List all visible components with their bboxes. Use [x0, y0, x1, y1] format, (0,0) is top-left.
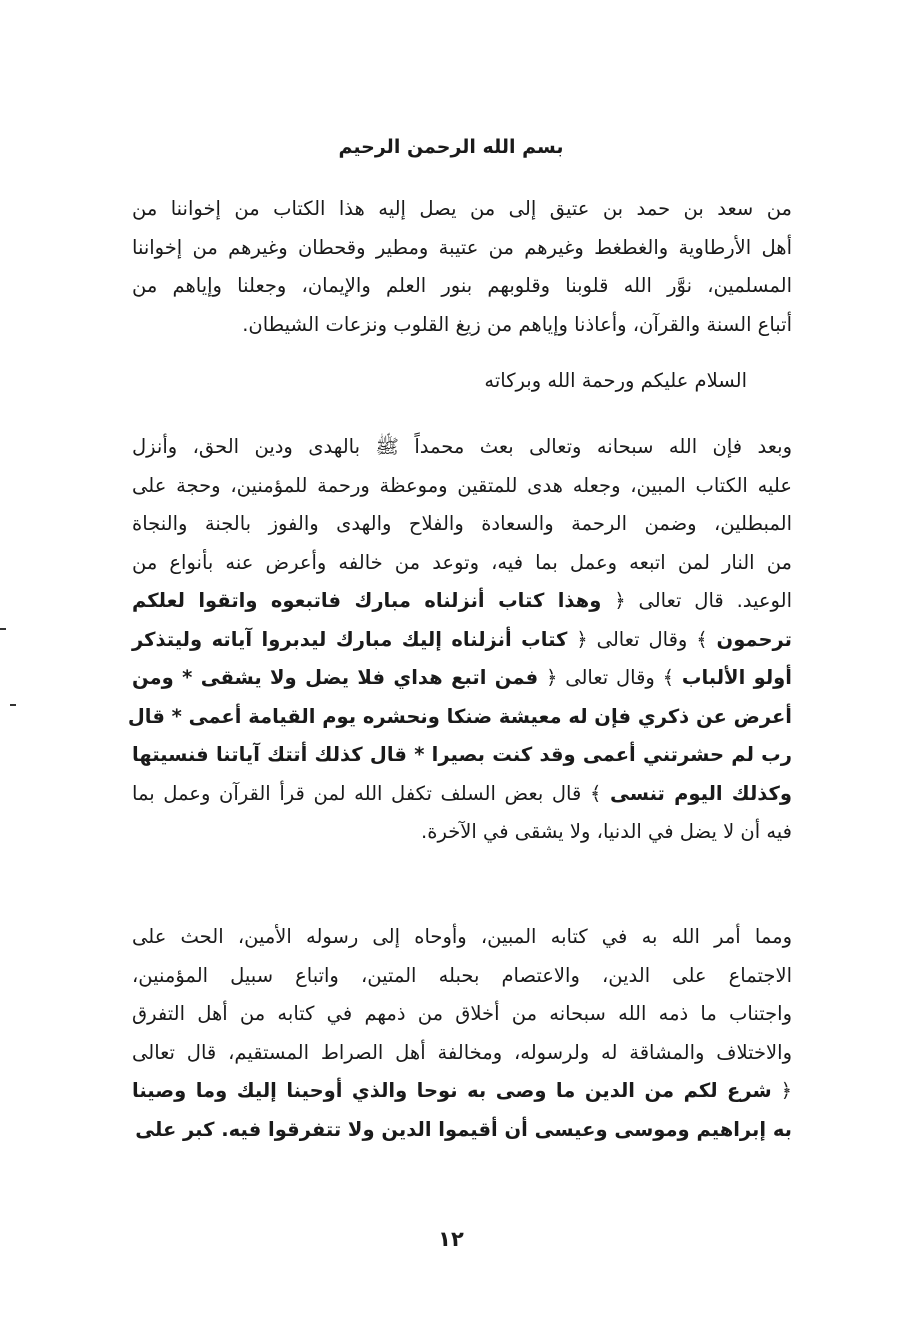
body-paragraph-2 — [127, 428, 792, 852]
quran-text: أعرض عن ذكري فإن له معيشة ضنكا ونحشره يوم القيامة أعمى * قال — [127, 704, 792, 728]
text-line — [132, 918, 792, 957]
text-segment: عليه الكتاب المبين، وجعله هدى للمتقين وموعظة ورحمة للمؤمنين، وحجة على — [132, 473, 792, 497]
text-segment: الوعيد. قال تعالى ﴿ — [601, 589, 792, 612]
text-segment: ﴾ قال بعض السلف تكفل الله لمن قرأ القرآن وعمل بما — [132, 781, 611, 805]
quran-text: ترحمون — [716, 627, 792, 651]
text-segment: الاجتماع على الدين، والاعتصام بحبله المتين، واتباع سبيل المؤمنين، — [132, 963, 792, 987]
text-line — [132, 775, 792, 814]
text-line — [132, 813, 792, 852]
text-segment: والاختلاف والمشاقة له ولرسوله، ومخالفة أهل الصراط المستقيم، قال تعالى — [132, 1040, 792, 1064]
quran-text: شرع لكم من الدين ما وصى به نوحا والذي أوحينا إليك وما وصينا — [132, 1079, 772, 1102]
text-line — [132, 467, 792, 506]
text-segment: المبطلين، وضمن الرحمة والسعادة والفلاح والهدى والفوز بالجنة والنجاة — [132, 512, 792, 535]
quran-text: وهذا كتاب أنزلناه مبارك فاتبعوه واتقوا لعلكم — [132, 589, 602, 612]
quran-text: كتاب أنزلناه إليك مبارك ليدبروا آياته وليتذكر — [132, 627, 568, 651]
text-segment: ﴾ وقال تعالى ﴿ — [567, 627, 717, 651]
text-line — [132, 995, 792, 1034]
quran-text: وكذلك اليوم تنسى — [610, 781, 792, 805]
text-line — [132, 505, 792, 544]
text-line — [127, 698, 792, 737]
text-segment: واجتناب ما ذمه الله سبحانه من أخلاق من ذمهم في كتابه من أهل التفرق — [132, 1002, 792, 1025]
text-segment: فيه أن لا يضل في الدنيا، ولا يشقى في الآخرة. — [421, 820, 792, 843]
text-line — [132, 544, 792, 583]
text-segment: ﴾ وقال تعالى ﴿ — [538, 666, 682, 689]
text-line — [132, 957, 792, 996]
basmala-heading: بسم الله الرحمن الرحيم — [338, 136, 564, 158]
quran-text: أولو الألباب — [681, 666, 792, 689]
body-paragraph-3 — [132, 918, 792, 1149]
text-line — [132, 736, 792, 775]
text-segment: وبعد فإن الله سبحانه وتعالى بعث محمداً ﷺ بالهدى ودين الحق، وأنزل — [132, 435, 792, 458]
text-line — [132, 1072, 792, 1111]
text-line — [132, 582, 792, 621]
text-line: أهل الأرطاوية والغطغط وغيرهم من عتيبة ومطير وقحطان وغيرهم من إخواننا — [132, 235, 792, 259]
margin-mark — [0, 628, 6, 630]
text-line — [132, 428, 792, 467]
text-line: أتباع السنة والقرآن، وأعاذنا وإياهم من زيغ القلوب ونزعات الشيطان. — [242, 312, 792, 336]
opening-paragraph — [132, 190, 792, 344]
text-segment: ﴿ — [771, 1079, 793, 1102]
text-line — [132, 621, 792, 660]
text-segment: ومما أمر الله به في كتابه المبين، وأوحاه إلى رسوله الأمين، الحث على — [132, 925, 792, 948]
text-line: من سعد بن حمد بن عتيق إلى من يصل إليه هذا الكتاب من إخواننا من — [132, 197, 792, 220]
text-line — [132, 1034, 792, 1073]
page-number: ١٢ — [438, 1227, 464, 1251]
greeting-line: السلام عليكم ورحمة الله وبركاته — [484, 369, 747, 392]
quran-text: رب لم حشرتني أعمى وقد كنت بصيرا * قال كذلك أتتك آياتنا فنسيتها — [132, 743, 792, 766]
quran-text: فمن اتبع هداي فلا يضل ولا يشقى * ومن — [132, 666, 539, 689]
quran-text: به إبراهيم وموسى وعيسى أن أقيموا الدين ولا تتفرقوا فيه. كبر على — [135, 1117, 792, 1141]
margin-mark — [10, 704, 16, 706]
text-line: المسلمين، نوَّر الله قلوبنا وقلوبهم بنور العلم والإيمان، وجعلنا وإياهم من — [132, 274, 792, 297]
text-segment: من النار لمن اتبعه وعمل بما فيه، وتوعد من خالفه وأعرض عنه بأنواع من — [132, 550, 792, 574]
text-line — [132, 1111, 792, 1150]
text-line — [132, 659, 792, 698]
